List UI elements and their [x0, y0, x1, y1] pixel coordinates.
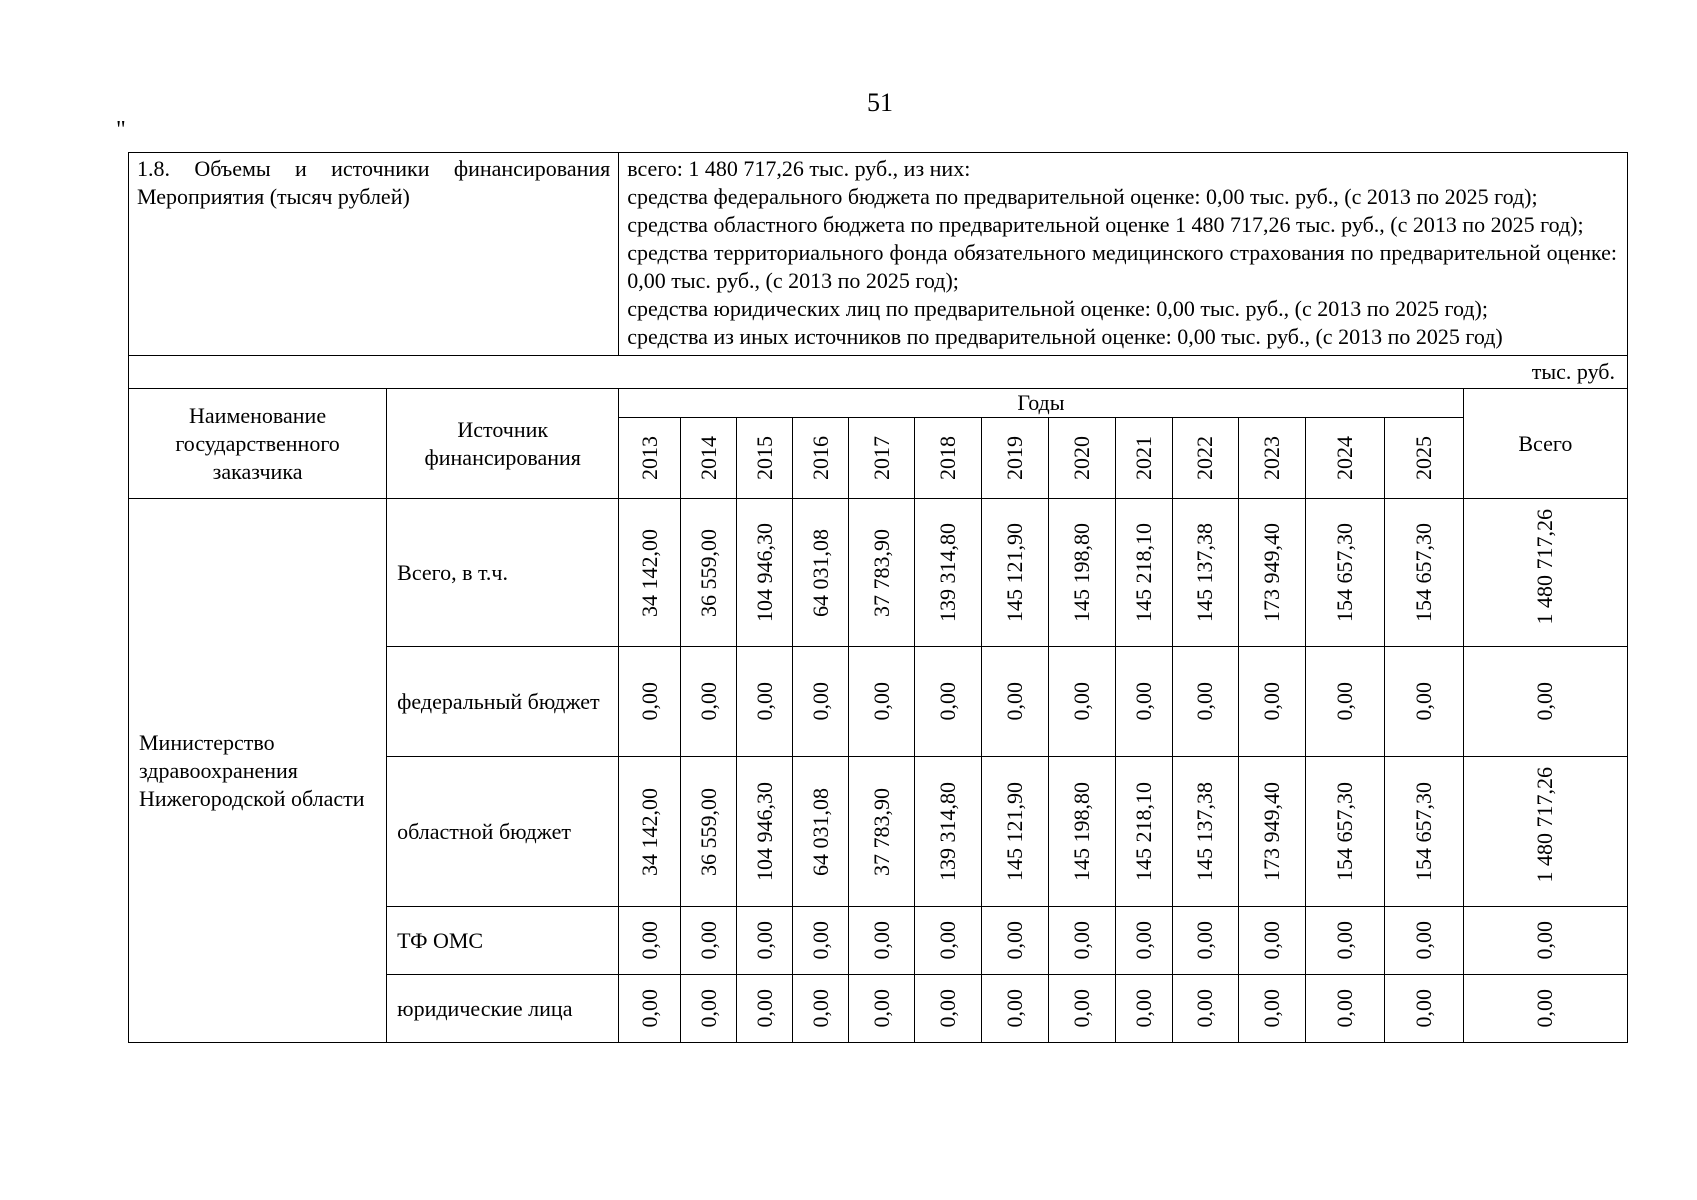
value-cell: [1238, 975, 1305, 1043]
value-cell: [1384, 647, 1463, 757]
year-header: [1115, 418, 1172, 499]
source-name: федеральный бюджет: [387, 647, 619, 757]
value-cell: [737, 907, 793, 975]
value-text: 34 142,00: [636, 787, 662, 876]
value-text: 0,00: [751, 989, 777, 1028]
value-cell: [619, 647, 681, 757]
header-years: Годы: [619, 389, 1463, 418]
total-cell: [1463, 975, 1627, 1043]
summary-line: средства из иных источников по предварительной оценке: 0,00 тыс. руб., (с 2013 по 2025 год): [627, 324, 1503, 349]
value-text: 0,00: [1069, 921, 1094, 960]
year-label: 2020: [1069, 436, 1094, 480]
value-text: 0,00: [1410, 989, 1436, 1028]
source-name: областной бюджет: [387, 757, 619, 907]
summary-label: 1.8. Объемы и источники финансирования Мероприятия (тысяч рублей): [129, 153, 619, 356]
total-cell: [1463, 499, 1627, 647]
value-text: 0,00: [1410, 682, 1436, 721]
value-cell: [737, 975, 793, 1043]
value-cell: [681, 907, 737, 975]
value-cell: [619, 907, 681, 975]
source-name: ТФ ОМС: [387, 907, 619, 975]
year-header: [1305, 418, 1384, 499]
year-label: 2021: [1130, 436, 1156, 480]
year-label: 2016: [807, 436, 833, 480]
customer-name: Министерство здравоохранения Нижегородской области: [129, 499, 387, 1043]
value-text: 0,00: [1410, 921, 1436, 960]
year-label: 2023: [1258, 436, 1284, 480]
value-text: 0,00: [636, 989, 662, 1028]
value-text: 0,00: [935, 682, 961, 721]
value-cell: [737, 499, 793, 647]
value-cell: [1049, 647, 1115, 757]
value-text: 145 198,80: [1069, 523, 1094, 622]
value-text: 0,00: [1069, 682, 1094, 721]
year-header: [982, 418, 1049, 499]
value-text: 173 949,40: [1258, 523, 1284, 622]
value-text: 64 031,08: [807, 787, 833, 876]
value-cell: [849, 647, 915, 757]
year-header: [793, 418, 849, 499]
value-text: 36 559,00: [695, 787, 721, 876]
value-cell: [737, 757, 793, 907]
value-cell: [915, 757, 982, 907]
value-cell: [1384, 757, 1463, 907]
value-text: 0,00: [1130, 921, 1156, 960]
year-label: 2013: [636, 436, 662, 480]
value-text: 0,00: [1130, 989, 1156, 1028]
value-text: 0,00: [807, 989, 833, 1028]
value-text: 145 218,10: [1130, 782, 1156, 881]
value-cell: [1238, 647, 1305, 757]
value-text: 154 657,30: [1410, 782, 1436, 881]
year-header: [619, 418, 681, 499]
value-cell: [1384, 975, 1463, 1043]
year-label: 2022: [1192, 436, 1218, 480]
value-text: 0,00: [1331, 682, 1357, 721]
value-cell: [681, 499, 737, 647]
value-cell: [982, 499, 1049, 647]
summary-row: [129, 153, 1628, 356]
summary-line: средства федерального бюджета по предварительной оценке: 0,00 тыс. руб., (с 2013 по 2025 год);: [627, 184, 1538, 209]
year-label: 2018: [935, 436, 961, 480]
value-cell: [793, 975, 849, 1043]
value-cell: [982, 647, 1049, 757]
value-cell: [1049, 757, 1115, 907]
value-text: 0,00: [636, 921, 662, 960]
value-text: 37 783,90: [868, 528, 894, 617]
value-text: 0,00: [1192, 921, 1218, 960]
value-cell: [619, 499, 681, 647]
value-cell: [619, 975, 681, 1043]
value-text: 0,00: [695, 682, 721, 721]
year-label: 2014: [695, 436, 721, 480]
value-text: 0,00: [807, 921, 833, 960]
value-text: 0,00: [1069, 989, 1094, 1028]
value-text: 0,00: [751, 921, 777, 960]
value-text: 104 946,30: [751, 782, 777, 881]
value-text: 145 121,90: [1002, 523, 1028, 622]
value-cell: [849, 907, 915, 975]
year-label: 2015: [751, 436, 777, 480]
table-row: [129, 499, 1628, 647]
value-text: 154 657,30: [1410, 523, 1436, 622]
value-text: 154 657,30: [1331, 523, 1357, 622]
value-cell: [793, 499, 849, 647]
year-header: [1238, 418, 1305, 499]
value-text: 173 949,40: [1258, 782, 1284, 881]
year-header: [681, 418, 737, 499]
value-text: 36 559,00: [695, 528, 721, 617]
value-cell: [1115, 499, 1172, 647]
value-cell: [1115, 907, 1172, 975]
value-cell: [1305, 499, 1384, 647]
opening-quote-mark: ": [116, 117, 126, 143]
value-cell: [1172, 757, 1238, 907]
year-label: 2024: [1331, 436, 1357, 480]
value-text: 0,00: [1258, 921, 1284, 960]
value-cell: [1305, 647, 1384, 757]
value-text: 104 946,30: [751, 523, 777, 622]
value-cell: [1305, 975, 1384, 1043]
header-total: Всего: [1463, 389, 1627, 499]
value-text: 0,00: [695, 989, 721, 1028]
value-cell: [915, 647, 982, 757]
value-cell: [793, 647, 849, 757]
value-cell: [1384, 499, 1463, 647]
value-text: 0,00: [1002, 989, 1028, 1028]
year-label: 2017: [868, 436, 894, 480]
total-cell: [1463, 907, 1627, 975]
value-text: 145 137,38: [1192, 523, 1218, 622]
value-cell: [849, 757, 915, 907]
value-text: 145 218,10: [1130, 523, 1156, 622]
value-text: 37 783,90: [868, 787, 894, 876]
value-text: 139 314,80: [935, 523, 961, 622]
total-cell: [1463, 757, 1627, 907]
value-text: 0,00: [1331, 989, 1357, 1028]
total-text: 0,00: [1532, 921, 1558, 960]
value-text: 0,00: [1002, 921, 1028, 960]
summary-line: средства территориального фонда обязательного медицинского страхования по предварительной оценке: 0,00 тыс. руб., (с 2013 по 2025 год);: [627, 240, 1617, 293]
summary-line: средства областного бюджета по предварительной оценке 1 480 717,26 тыс. руб., (с 2013 по 2025 год);: [627, 212, 1584, 237]
total-cell: [1463, 647, 1627, 757]
financing-table: [128, 152, 1628, 1043]
value-cell: [681, 975, 737, 1043]
value-cell: [1172, 907, 1238, 975]
value-cell: [1238, 907, 1305, 975]
units-row: [129, 356, 1628, 389]
value-text: 139 314,80: [935, 782, 961, 881]
source-name: юридические лица: [387, 975, 619, 1043]
value-cell: [982, 757, 1049, 907]
value-cell: [1238, 757, 1305, 907]
value-text: 145 121,90: [1002, 782, 1028, 881]
value-cell: [1238, 499, 1305, 647]
value-cell: [849, 975, 915, 1043]
year-header: [1049, 418, 1115, 499]
value-text: 0,00: [695, 921, 721, 960]
value-cell: [915, 975, 982, 1043]
value-text: 0,00: [868, 989, 894, 1028]
value-text: 0,00: [935, 989, 961, 1028]
value-cell: [1049, 975, 1115, 1043]
value-cell: [1305, 757, 1384, 907]
year-header: [737, 418, 793, 499]
year-header: [915, 418, 982, 499]
source-name: Всего, в т.ч.: [387, 499, 619, 647]
value-cell: [1115, 975, 1172, 1043]
value-cell: [737, 647, 793, 757]
value-text: 0,00: [1331, 921, 1357, 960]
value-cell: [982, 975, 1049, 1043]
value-text: 64 031,08: [807, 528, 833, 617]
total-text: 0,00: [1532, 989, 1558, 1028]
header-source: Источник финансирования: [387, 389, 619, 499]
total-text: 1 480 717,26: [1532, 767, 1558, 883]
total-text: 1 480 717,26: [1532, 509, 1558, 625]
value-cell: [982, 907, 1049, 975]
year-header: [1172, 418, 1238, 499]
value-cell: [681, 647, 737, 757]
value-cell: [1305, 907, 1384, 975]
value-cell: [1384, 907, 1463, 975]
value-text: 0,00: [1258, 682, 1284, 721]
value-text: 0,00: [935, 921, 961, 960]
units-label: тыс. руб.: [129, 356, 1628, 389]
value-text: 145 137,38: [1192, 782, 1218, 881]
header-row: [129, 389, 1628, 418]
year-header: [1384, 418, 1463, 499]
value-text: 0,00: [868, 921, 894, 960]
value-cell: [915, 907, 982, 975]
summary-line: средства юридических лиц по предварительной оценке: 0,00 тыс. руб., (с 2013 по 2025 год);: [627, 296, 1488, 321]
value-cell: [1049, 499, 1115, 647]
value-text: 145 198,80: [1069, 782, 1094, 881]
total-text: 0,00: [1532, 682, 1558, 721]
value-text: 0,00: [751, 682, 777, 721]
value-text: 0,00: [1192, 989, 1218, 1028]
value-cell: [1172, 499, 1238, 647]
value-text: 0,00: [636, 682, 662, 721]
summary-line: всего: 1 480 717,26 тыс. руб., из них:: [627, 156, 971, 181]
value-cell: [681, 757, 737, 907]
value-text: 0,00: [1258, 989, 1284, 1028]
value-cell: [619, 757, 681, 907]
value-cell: [849, 499, 915, 647]
value-cell: [1049, 907, 1115, 975]
year-header: [849, 418, 915, 499]
value-text: 0,00: [1002, 682, 1028, 721]
summary-value: [619, 153, 1628, 356]
value-text: 0,00: [868, 682, 894, 721]
value-text: 0,00: [1192, 682, 1218, 721]
value-text: 0,00: [1130, 682, 1156, 721]
value-text: 0,00: [807, 682, 833, 721]
value-cell: [1115, 757, 1172, 907]
value-cell: [793, 907, 849, 975]
value-cell: [793, 757, 849, 907]
year-label: 2025: [1410, 436, 1436, 480]
value-cell: [915, 499, 982, 647]
value-text: 154 657,30: [1331, 782, 1357, 881]
year-label: 2019: [1002, 436, 1028, 480]
page-number: 51: [867, 88, 893, 117]
header-customer: Наименование государственного заказчика: [129, 389, 387, 499]
value-cell: [1115, 647, 1172, 757]
value-cell: [1172, 975, 1238, 1043]
value-text: 34 142,00: [636, 528, 662, 617]
value-cell: [1172, 647, 1238, 757]
